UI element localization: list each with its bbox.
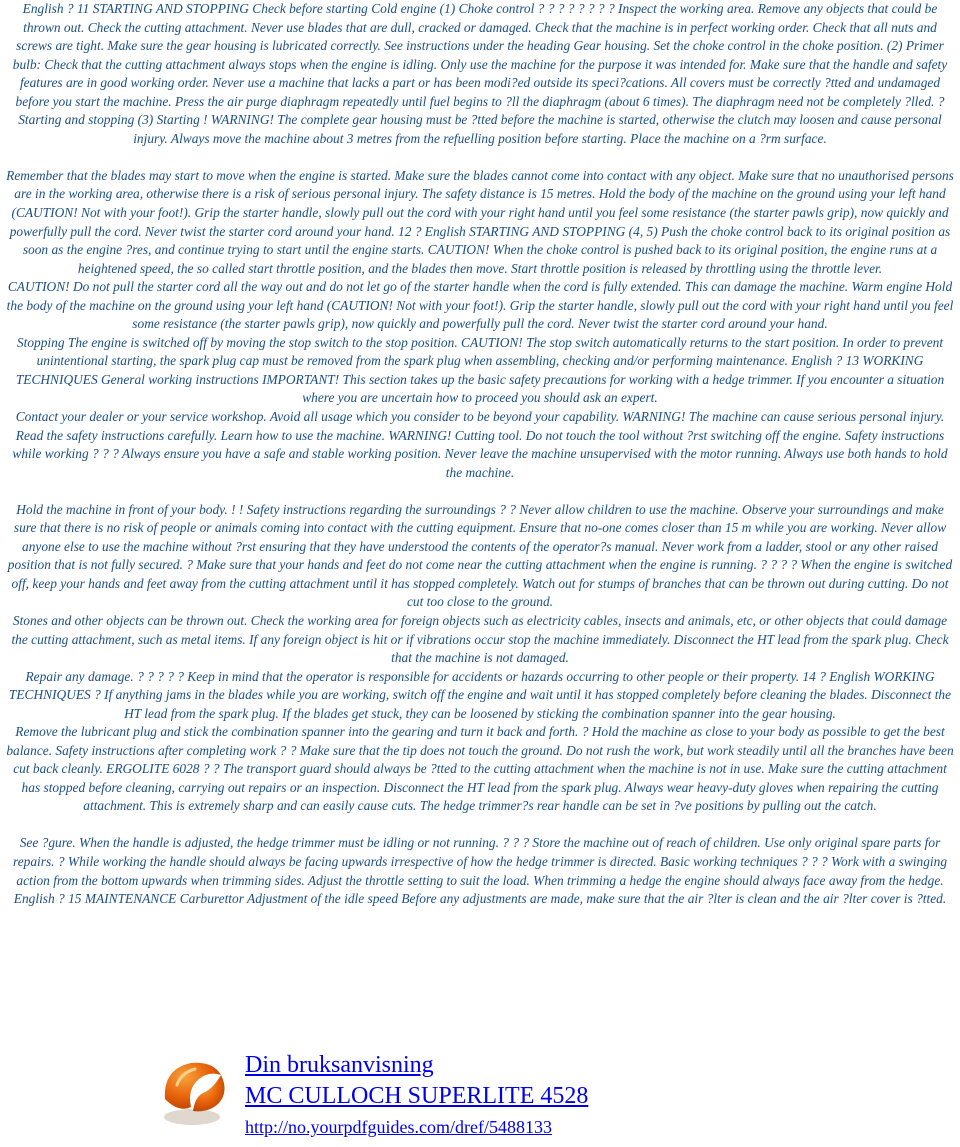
pdf-guides-logo-icon <box>157 1055 233 1131</box>
paragraph-contact-dealer: Contact your dealer or your service workshop. Avoid all usage which you consider to be beyond your capability. WARNING! The machine can cause serious personal injury. Read the safety instructions carefully. Learn how to use the machine. WARNING! Cutting tool. Do not touch the tool without ?rst switching off the engine. Safety instructions while working ? ? ? Always ensure you have a safe and stable working position. Never leave the machine unsupervised with the motor running. Always use both hands to hold the machine. <box>12 408 948 480</box>
paragraph-thrown-objects: Stones and other objects can be thrown out. Check the working area for foreign objects such as electricity cables, insects and animals, etc, or other objects that could damage the cutting attachment, such as metal items. If any foreign object is hit or if vibrations occur stop the machine immediately. Disconnect the HT lead from the spark plug. Check that the machine is not damaged. <box>11 612 949 666</box>
source-url-link[interactable]: http://no.yourpdfguides.com/dref/5488133 <box>245 1117 552 1137</box>
paragraph-starter-caution: CAUTION! Do not pull the starter cord all the way out and do not let go of the starter handle when the cord is fully extended. This can damage the machine. Warm engine Hold the body of the machine on the ground using your left hand (CAUTION! Not with your foot!). Grip the starter handle, slowly pull out the cord with your right hand until you feel some resistance (the starter pawls grip), now quickly and powerfully pull the cord. Never twist the starter cord around your hand. <box>6 279 954 332</box>
paragraph-stopping: Stopping The engine is switched off by moving the stop switch to the stop position. CAUTION! The stop switch automatically returns to the start position. In order to prevent unintentional starting, the spark plug cap must be removed from the spark plug when assembling, checking and/or performing maintenance. English ? 13 WORKING TECHNIQUES General working instructions IMPORTANT! This section takes up the basic safety precautions for working with a hedge trimmer. If you encounter a situation where you are uncertain how to proceed you should ask an expert. <box>15 334 945 406</box>
paragraph-repair-damage: Repair any damage. ? ? ? ? ? Keep in mind that the operator is responsible for accidents or hazards occurring to other people or their property. 14 ? English WORKING TECHNIQUES ? If anything jams in the blades while you are working, switch off the engine and wait until it has stopped completely before cleaning the blades. Disconnect the HT lead from the spark plug. If the blades get stuck, they can be loosened by sticking the combination spanner into the gear housing. <box>8 668 952 721</box>
paragraph-starting-checks: English ? 11 STARTING AND STOPPING Check before starting Cold engine (1) Choke control ? ? ? ? ? ? ? ? Inspect the working area. Remove any objects that could be thrown out. Check the cutting attachment. Never use blades that are dull, cracked or damaged. Check that the machine is in perfect working order. Check that all nuts and screws are tight. Make sure the gear housing is lubricated correctly. See instructions under the heading Gear housing. Set the choke control in the choke position. (2) Primer bulb: Check that the cutting attachment always stops when the engine is idling. Only use the machine for the purpose it was intended for. Make sure that the handle and safety features are in good working order. Never use a machine that lacks a part or has been modi?ed outside its speci?cations. All covers must be correctly ?tted and undamaged before you start the machine. Press the air purge diaphragm repeatedly until fuel begins to ?ll the diaphragm (about 6 times). The diaphragm need not be completely ?lled. ? Starting and stopping (3) Starting ! WARNING! The complete gear housing must be ?tted before the machine is started, otherwise the clutch may loosen and cause personal injury. Always move the machine about 3 metres from the refuelling position before starting. Place the machine on a ?rm surface. <box>12 1 948 146</box>
footer-links <box>245 1050 588 1142</box>
footer <box>157 1050 957 1145</box>
paragraph-starting-procedure: Remember that the blades may start to move when the engine is started. Make sure the blades cannot come into contact with any object. Make sure that no unauthorised persons are in the working area, otherwise there is a risk of serious personal injury. The safety distance is 15 metres. Hold the body of the machine on the ground using your left hand (CAUTION! Not with your foot!). Grip the starter handle, slowly pull out the cord with your right hand until you feel some resistance (the starter pawls grip), now quickly and powerfully pull the cord. Never twist the starter cord around your hand. 12 ? English STARTING AND STOPPING (4, 5) Push the choke control back to its original position as soon as the engine ?res, and continue trying to start until the engine starts. CAUTION! When the choke control is pushed back to its original position, the engine runs at a heightened speed, the so called start throttle position, and the blades then move. Start throttle position is released by throttling using the throttle lever. <box>6 167 954 276</box>
product-link[interactable]: MC CULLOCH SUPERLITE 4528 <box>245 1083 589 1109</box>
paragraph-maintenance: See ?gure. When the handle is adjusted, the hedge trimmer must be idling or not running. ? ? ? Store the machine out of reach of children. Use only original spare parts for repairs. ? While working the handle should always be facing upwards irrespective of how the hedge trimmer is directed. Basic working techniques ? ? ? Work with a swinging action from the bottom upwards when trimming sides. Adjust the throttle setting to suit the load. When trimming a hedge the engine should always face away from the hedge. English ? 15 MAINTENANCE Carburettor Adjustment of the idle speed Before any adjustments are made, make sure that the air ?lter is clean and the air ?lter cover is ?tted. <box>12 835 948 907</box>
paragraph-lubricant-plug: Remove the lubricant plug and stick the combination spanner into the gearing and turn it back and forth. ? Hold the machine as close to your body as possible to get the best balance. Safety instructions after completing work ? ? Make sure that the tip does not touch the ground. Do not rush the work, but work steadily until all the branches have been cut back cleanly. ERGOLITE 6028 ? ? The transport guard should always be ?tted to the cutting attachment when the machine is not in use. Make sure the cutting attachment has stopped before cleaning, carrying out repairs or an inspection. Disconnect the HT lead from the spark plug. Always wear heavy-duty gloves when repairing the cutting attachment. This is extremely sharp and can easily cause cuts. The hedge trimmer?s rear handle can be set in ?ve positions by pulling out the catch. <box>6 724 954 814</box>
paragraph-surroundings: Hold the machine in front of your body. ! ! Safety instructions regarding the surroundings ? ? Never allow children to use the machine. Observe your surroundings and make sure that there is no risk of people or animals coming into contact with the cutting equipment. Ensure that no-one comes closer than 15 m while you are working. Never allow anyone else to use the machine without ?rst ensuring that they have understood the contents of the operator?s manual. Never work from a ladder, stool or any other raised position that is not fully secured. ? Make sure that your hands and feet do not come near the cutting attachment when the engine is running. ? ? ? ? When the engine is switched off, keep your hands and feet away from the cutting attachment until it has stopped completely. Watch out for stumps of branches that can be thrown out during cutting. Do not cut too close to the ground. <box>7 501 953 610</box>
manual-link[interactable]: Din bruksanvisning <box>245 1052 434 1078</box>
